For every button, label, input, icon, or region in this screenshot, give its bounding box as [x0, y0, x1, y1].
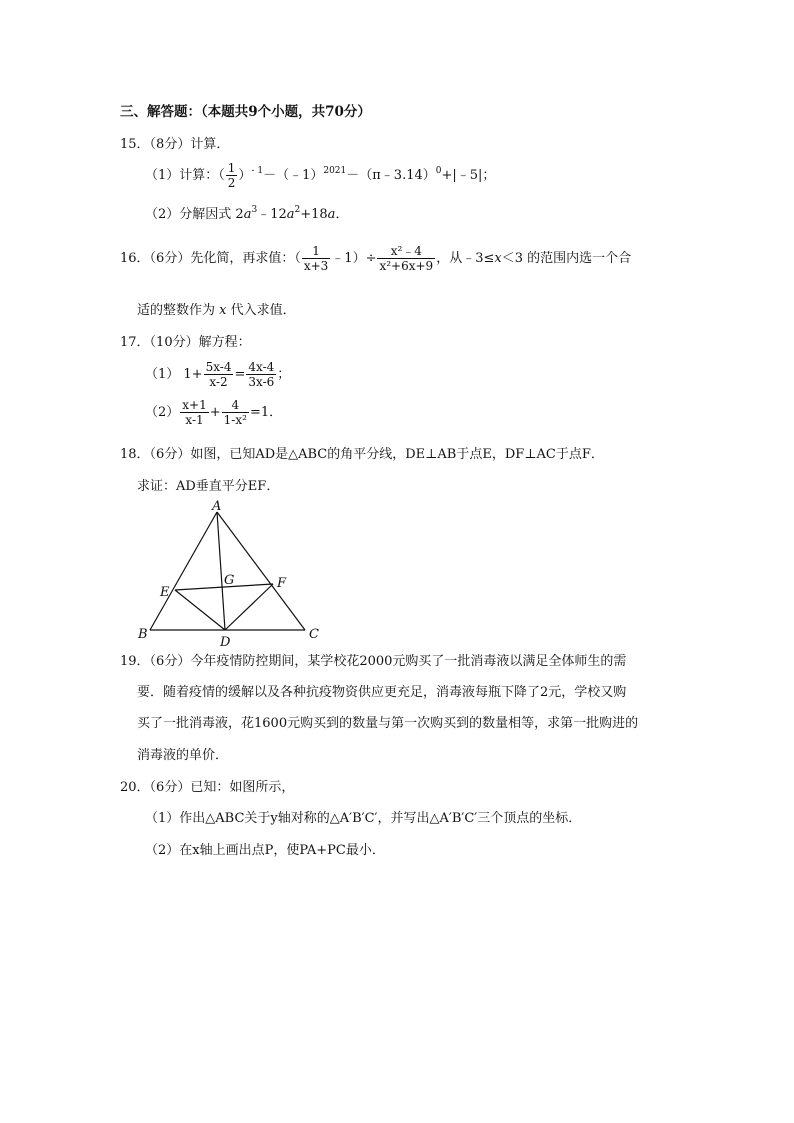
q16-fraction2: $\frac{\text{x²﹣4}}{\text{x²+6x+9}}$	[379, 244, 434, 273]
segment-de	[175, 590, 225, 630]
q16-fraction1: $\frac{1}{x+3}$	[303, 244, 329, 273]
q16-line1: 16．（6分）先化简，再求值：（ $\frac{1}{x+3}$ ﹣1）÷ $\frac{\text{x²﹣4}}{\text{x²+6x+9}}$ ，从﹣3≤x＜3 的范围内选一个合	[120, 244, 632, 273]
side-ab	[150, 512, 217, 630]
label-d: D	[220, 635, 231, 648]
segment-ad	[217, 512, 225, 630]
q18-line2: 求证：AD垂直平分EF．	[137, 479, 280, 494]
q19-line4: 消毒液的单价．	[137, 748, 229, 763]
side-ac	[217, 512, 305, 630]
label-a: A	[212, 499, 222, 514]
q17-equation2: （2） $\frac{x+1}{x-1}$ + $\frac{4}{\text{1-x²}}$ =1．	[145, 398, 283, 427]
q15-fraction: $\frac{1}{2}$	[227, 161, 236, 190]
q18-line1: 18．（6分）如图，已知AD是△ABC的角平分线，DE⊥AB于点E，DF⊥AC于点F．	[120, 447, 604, 462]
q15-part1: （1）计算：（ $\frac{1}{2}$ ）$^{- 1}$－（﹣1）$^{2021}$－（π﹣3.14）$^0$+|﹣5|；	[145, 161, 496, 190]
segment-df	[225, 584, 273, 630]
q19-line1: 19．（6分）今年疫情防控期间，某学校花2000元购买了一批消毒液以满足全体师生的需	[120, 654, 627, 669]
label-f: F	[277, 576, 287, 591]
q20-part1: （1）作出△ABC关于y轴对称的△A′B′C′，并写出△A′B′C′三个顶点的坐标．	[145, 811, 582, 826]
q17-heading: 17．（10分）解方程：	[120, 335, 251, 350]
q17-equation1: （1） 1+ $\frac{5x-4}{x-2}$ = $\frac{4x-4}{3x-6}$ ；	[145, 360, 291, 389]
section-title: 三、解答题：（本题共9个小题，共70分）	[120, 104, 371, 120]
triangle-figure	[130, 498, 330, 648]
q20-heading: 20．（6分）已知：如图所示，	[120, 780, 295, 795]
label-g: G	[224, 573, 235, 588]
q20-part2: （2）在x轴上画出点P，使PA+PC最小．	[145, 843, 385, 858]
q19-line2: 要．随着疫情的缓解以及各种抗疫物资供应更充足，消毒液每瓶下降了2元，学校又购	[137, 685, 627, 700]
q16-line2: 适的整数作为 x 代入求值．	[137, 303, 296, 318]
label-b: B	[138, 627, 148, 642]
label-e: E	[160, 585, 170, 600]
q15-part2: （2）分解因式 $2a^3﹣12a^2+18a$．	[145, 205, 349, 222]
label-c: C	[309, 627, 319, 642]
q19-line3: 买了一批消毒液，花1600元购买到的数量与第一次购买到的数量相等，求第一批购进的	[137, 716, 639, 731]
q15-heading: 15．（8分）计算．	[120, 137, 230, 152]
